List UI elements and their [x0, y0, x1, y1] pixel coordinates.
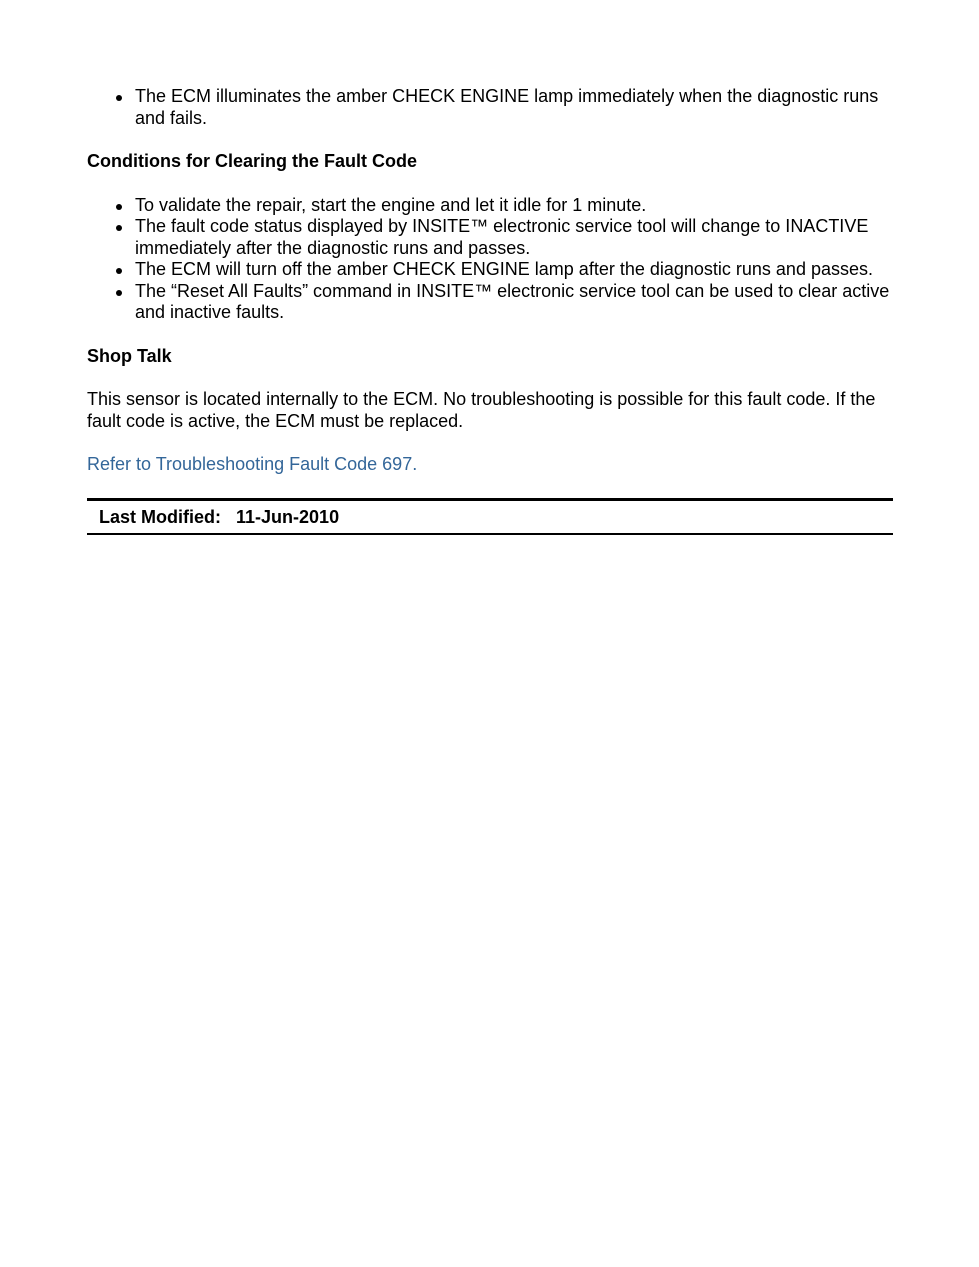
list-item-text: The “Reset All Faults” command in INSITE™ electronic service tool can be used to clear active and inactive faults.	[135, 280, 890, 322]
list-item	[87, 259, 893, 281]
troubleshooting-link[interactable]: Refer to Troubleshooting Fault Code 697.	[87, 454, 418, 474]
bullet-icon	[116, 95, 122, 101]
section-heading-clearing: Conditions for Clearing the Fault Code	[87, 151, 417, 171]
list-item	[87, 195, 893, 217]
section-heading-shop-talk: Shop Talk	[87, 345, 172, 366]
list-item	[87, 216, 893, 259]
list-item-text: The ECM will turn off the amber CHECK ENGINE lamp after the diagnostic runs and passes.	[135, 259, 873, 279]
last-modified-bar	[87, 498, 893, 536]
bullet-icon	[116, 204, 122, 210]
list-item-text: To validate the repair, start the engine and let it idle for 1 minute.	[135, 194, 647, 215]
bullet-icon	[116, 225, 122, 231]
list-item-text: The fault code status displayed by INSITE™ electronic service tool will change to INACTIVE immediately after the diagnostic runs and passes.	[135, 216, 869, 258]
list-item	[87, 86, 893, 129]
last-modified-label: Last Modified:	[99, 506, 221, 527]
clearing-bullet-list	[87, 195, 893, 324]
last-modified-date: 11-Jun-2010	[236, 506, 340, 527]
bullet-icon	[116, 268, 122, 274]
shop-talk-paragraph: This sensor is located internally to the ECM. No troubleshooting is possible for this fault code. If the fault code is active, the ECM must be replaced.	[87, 389, 876, 431]
bullet-icon	[116, 290, 122, 296]
document-page	[87, 86, 893, 535]
list-item	[87, 281, 893, 324]
list-item-text: The ECM illuminates the amber CHECK ENGINE lamp immediately when the diagnostic runs and fails.	[135, 86, 879, 128]
top-bullet-list	[87, 86, 893, 129]
